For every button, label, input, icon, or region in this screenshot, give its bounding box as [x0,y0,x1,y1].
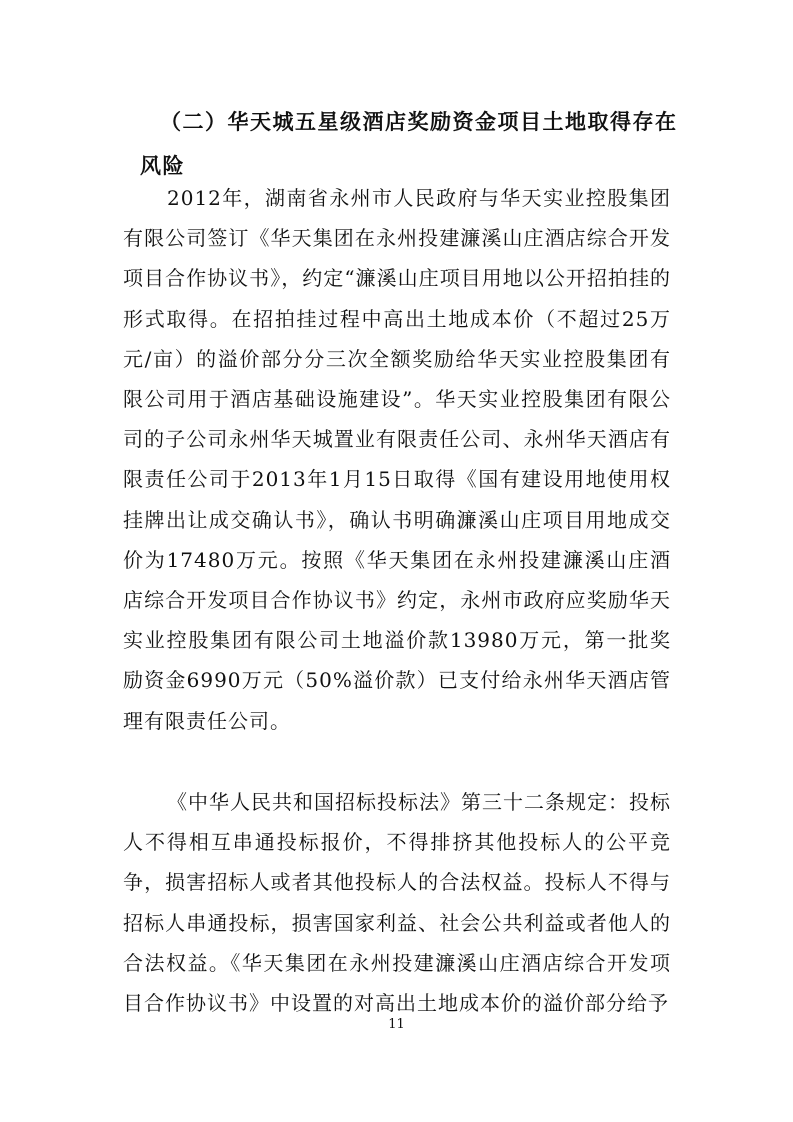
paragraph-1: 2012年，湖南省永州市人民政府与华天实业控股集团有限公司签订《华天集团在永州投建濂溪山庄酒店综合开发项目合作协议书》，约定“濂溪山庄项目用地以公开招拍挂的形式取得。在招拍挂过程中高出土地成本价（不超过25万元/亩）的溢价部分分三次全额奖励给华天实业控股集团有限公司用于酒店基础设施建设”。华天实业控股集团有限公司的子公司永州华天城置业有限责任公司、永州华天酒店有限责任公司于2013年1月15日取得《国有建设用地使用权挂牌出让成交确认书》，确认书明确濂溪山庄项目用地成交价为17480万元。按照《华天集团在永州投建濂溪山庄酒店综合开发项目合作协议书》约定，永州市政府应奖励华天实业控股集团有限公司土地溢价款13980万元，第一批奖励资金6990万元（50%溢价款）已支付给永州华天酒店管理有限责任公司。 [123,186,671,733]
page-number: 11 [388,1017,405,1032]
paragraph-2: 《中华人民共和国招标投标法》第三十二条规定：投标人不得相互串通投标报价，不得排挤其他投标人的公平竞争，损害招标人或者其他投标人的合法权益。投标人不得与招标人串通投标，损害国家利益、社会公共利益或者他人的合法权益。《华天集团在永州投建濂溪山庄酒店综合开发项目合作协议书》中设置的对高出土地成本价的溢价部分给予 [123,790,671,1016]
section-heading: （二）华天城五星级酒店奖励资金项目土地取得存在风险 [140,109,678,178]
